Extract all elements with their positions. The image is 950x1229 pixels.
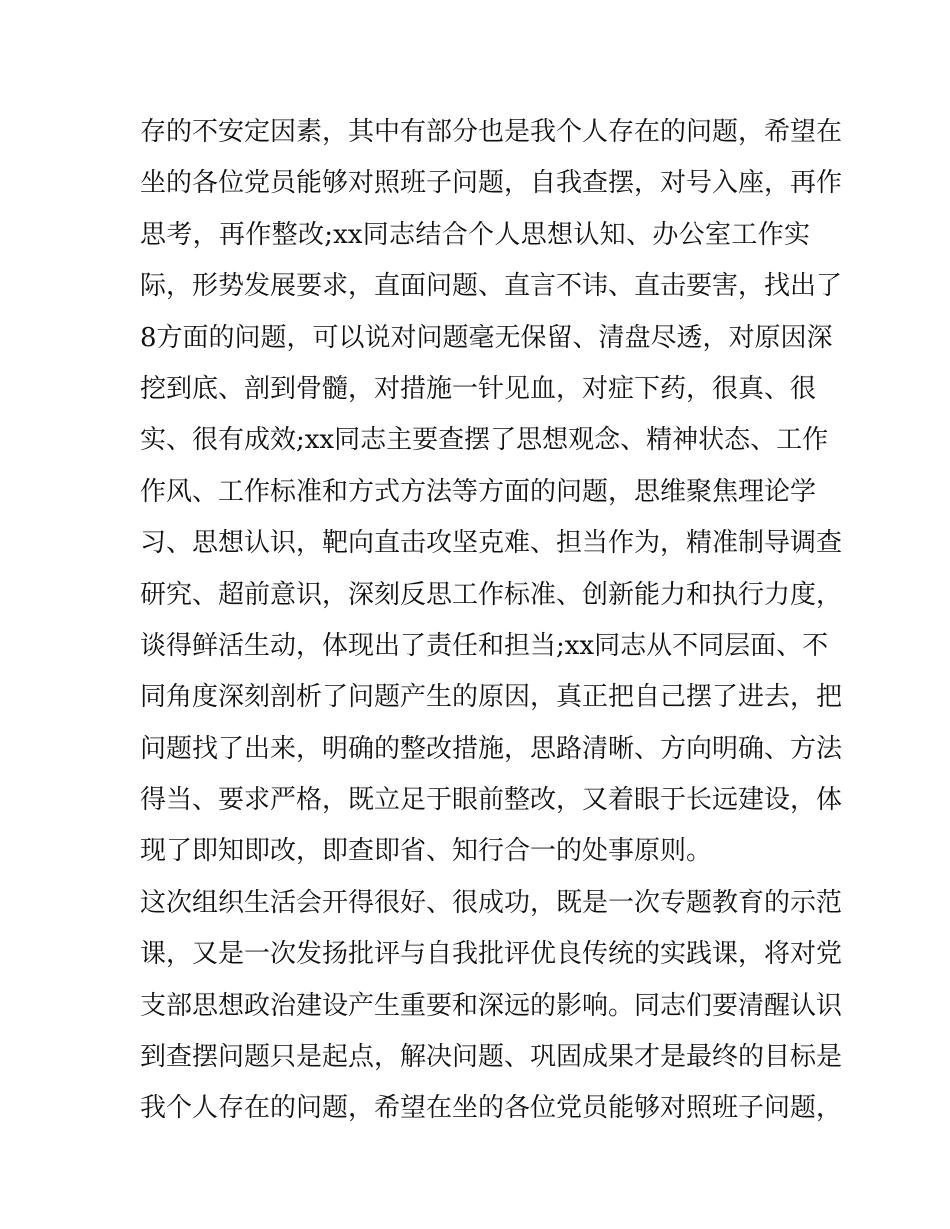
text-line-8: 作风、工作标准和方式方法等方面的问题，思维聚焦理论学	[140, 476, 817, 507]
text-line-14: 得当、要求严格，既立足于眼前整改，又着眼于长远建设，体	[140, 785, 843, 816]
text-line-9: 习、思想认识，靶向直击攻坚克难、担当作为，精准制导调查	[140, 528, 843, 559]
body-text	[140, 107, 843, 1135]
text-line-17: 课，又是一次发扬批评与自我批评优良传统的实践课，将对党	[140, 939, 843, 970]
text-line-11: 谈得鲜活生动，体现出了责任和担当;xx同志从不同层面、不	[140, 630, 829, 661]
text-line-10: 研究、超前意识，深刻反思工作标准、创新能力和执行力度，	[140, 579, 843, 610]
text-line-12: 同角度深刻剖析了问题产生的原因，真正把自己摆了进去，把	[140, 682, 843, 713]
text-line-16: 这次组织生活会开得很好、很成功，既是一次专题教育的示范	[140, 887, 843, 918]
text-line-1: 存的不安定因素，其中有部分也是我个人存在的问题，希望在	[140, 117, 843, 147]
text-line-20: 我个人存在的问题，希望在坐的各位党员能够对照班子问题，	[140, 1093, 843, 1124]
text-line-19: 到查摆问题只是起点，解决问题、巩固成果才是最终的目标是	[140, 1042, 843, 1073]
text-line-13: 问题找了出来，明确的整改措施，思路清晰、方向明确、方法	[140, 733, 843, 764]
text-line-2: 坐的各位党员能够对照班子问题，自我查摆，对号入座，再作	[140, 168, 843, 199]
text-line-15: 现了即知即改，即查即省、知行合一的处事原则。	[140, 836, 713, 867]
text-line-4: 际，形势发展要求，直面问题、直言不讳、直击要害，找出了	[140, 271, 843, 302]
text-line-3: 思考，再作整改;xx同志结合个人思想认知、办公室工作实	[140, 219, 810, 250]
text-line-18: 支部思想政治建设产生重要和深远的影响。同志们要清醒认识	[140, 990, 843, 1021]
text-line-6: 挖到底、剖到骨髓，对措施一针见血，对症下药，很真、很	[140, 373, 817, 404]
text-line-5: 8方面的问题，可以说对问题毫无保留、清盘尽透，对原因深	[140, 322, 833, 353]
text-line-7: 实、很有成效;xx同志主要查摆了思想观念、精神状态、工作	[140, 425, 829, 456]
